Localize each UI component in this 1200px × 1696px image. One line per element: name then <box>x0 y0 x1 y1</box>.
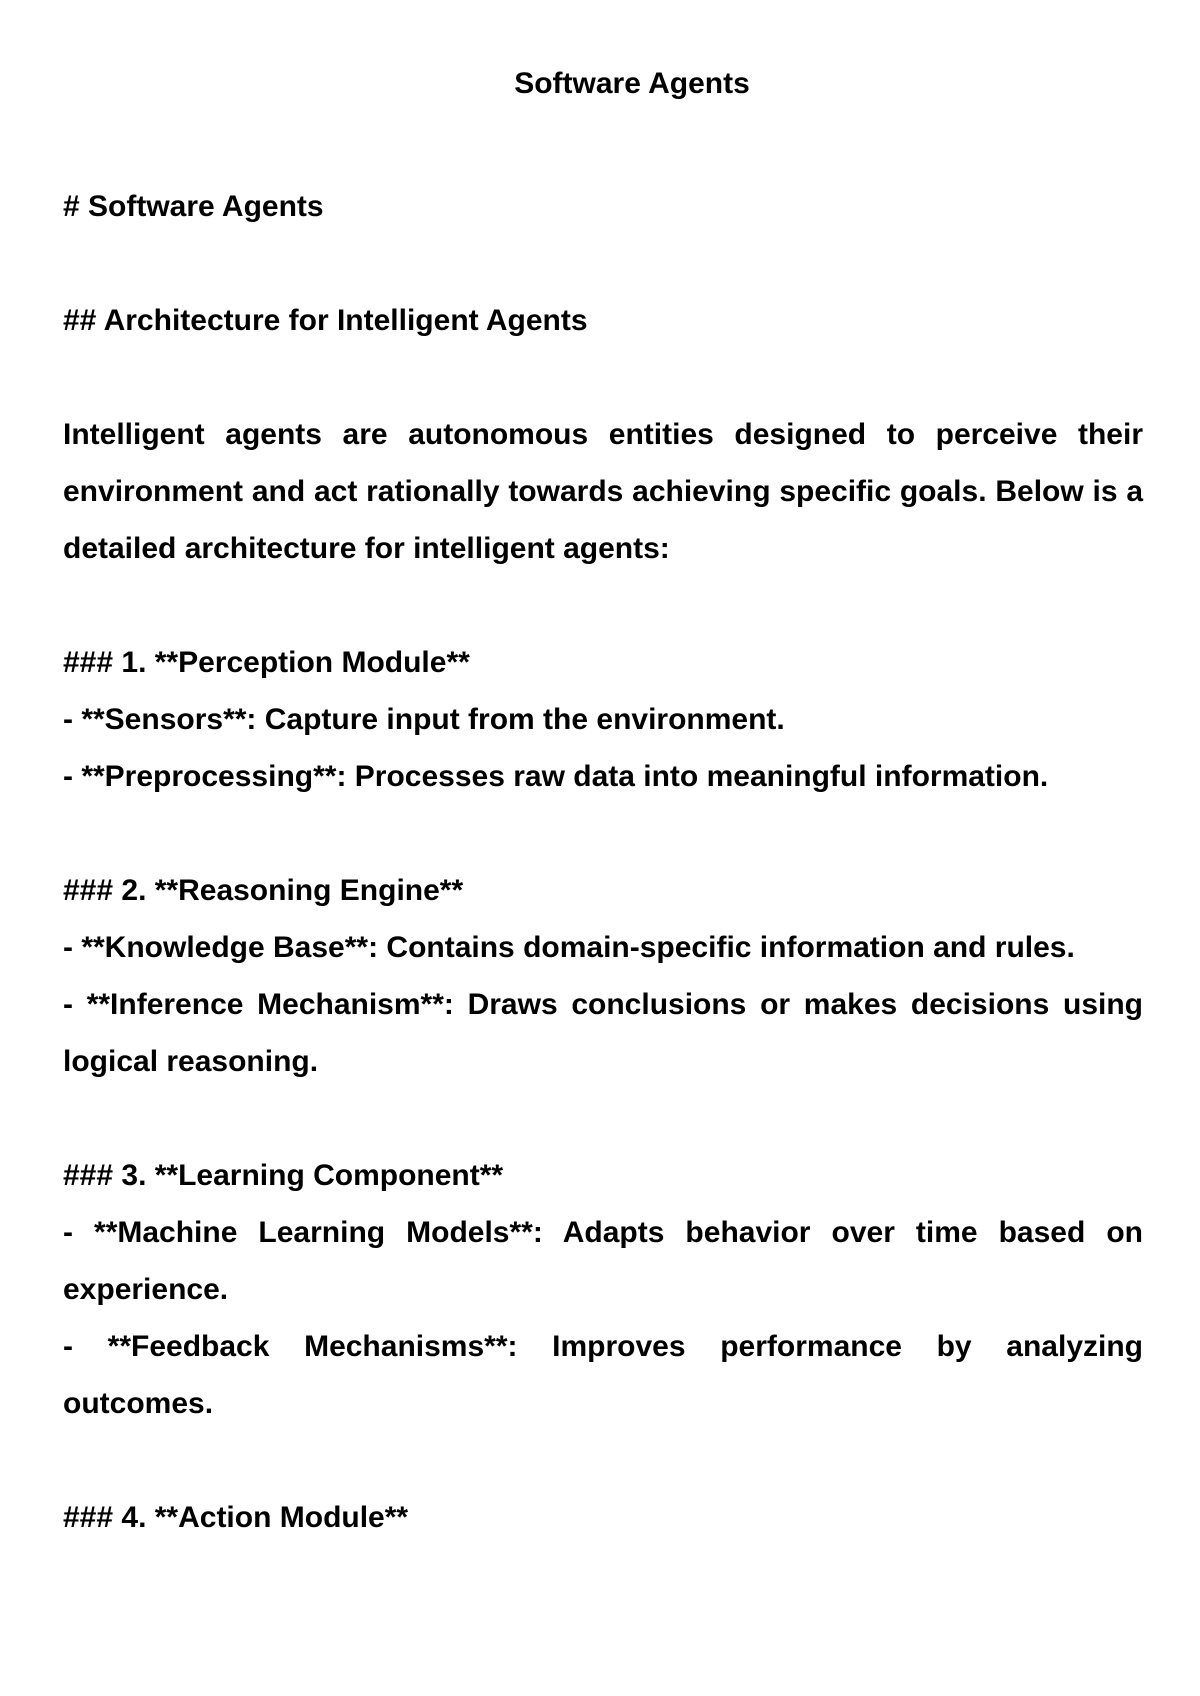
page-title: Software Agents <box>514 67 750 100</box>
intro-paragraph: Intelligent agents are autonomous entities designed to perceive their environment and act rationally towards achieving specific goals. Below is a detailed architecture for intelligent agents: <box>63 418 1143 565</box>
section-heading: ### 2. **Reasoning Engine** <box>63 874 464 907</box>
list-item: - **Feedback Mechanisms**: Improves performance by analyzing outcomes. <box>63 1330 1143 1420</box>
section-heading: ### 4. **Action Module** <box>63 1501 409 1534</box>
list-item: - **Preprocessing**: Processes raw data into meaningful information. <box>63 760 1049 793</box>
section-learning <box>63 1147 1143 1432</box>
section-action <box>63 1489 1143 1546</box>
list-item: - **Knowledge Base**: Contains domain-specific information and rules. <box>63 931 1075 964</box>
section-reasoning <box>63 862 1143 1090</box>
document-body <box>63 178 1143 1546</box>
section-heading: ### 1. **Perception Module** <box>63 646 470 679</box>
list-item: - **Inference Mechanism**: Draws conclusions or makes decisions using logical reasoning. <box>63 988 1143 1078</box>
list-item: - **Machine Learning Models**: Adapts behavior over time based on experience. <box>63 1216 1143 1306</box>
heading-2: ## Architecture for Intelligent Agents <box>63 304 588 337</box>
heading-1: # Software Agents <box>63 190 324 223</box>
list-item: - **Sensors**: Capture input from the environment. <box>63 703 785 736</box>
section-heading: ### 3. **Learning Component** <box>63 1159 504 1192</box>
section-perception <box>63 634 1143 805</box>
